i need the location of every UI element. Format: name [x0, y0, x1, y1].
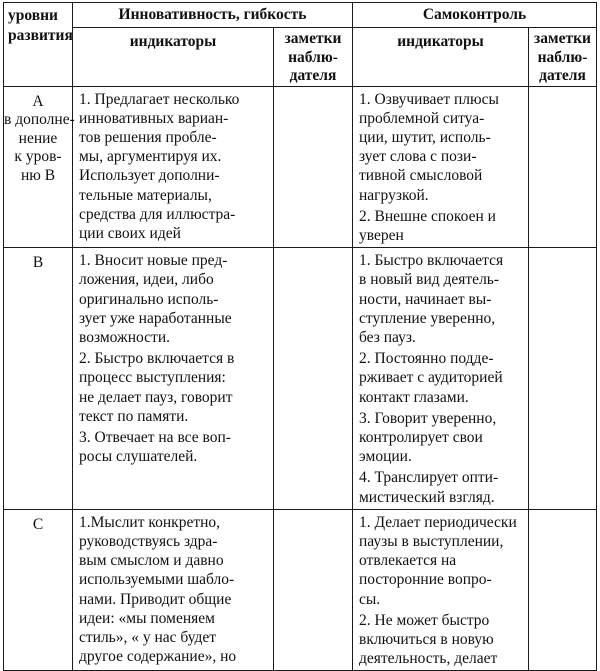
- text-line: включиться в новую: [359, 630, 494, 648]
- indicator-item: [79, 349, 269, 426]
- text-line: тивной смысловой: [359, 167, 483, 185]
- level-line: С: [32, 515, 44, 533]
- level-line: к уров-: [14, 148, 62, 165]
- text-line: руководствуясь здра-: [79, 532, 218, 550]
- observer-notes-cell: [274, 248, 353, 510]
- text-line: эмоции.: [359, 448, 412, 466]
- development-levels-table: [3, 2, 597, 671]
- text-line: оригинально исполь-: [79, 290, 219, 308]
- text-line: уверен: [359, 226, 404, 244]
- levels-header-line: развития: [8, 27, 73, 44]
- text-line: 1. Вносит новые пред-: [79, 252, 228, 270]
- notes-header-line: наблю-: [537, 48, 588, 66]
- indicator-item: [359, 251, 524, 347]
- text-line: ции, шутит, исполь-: [359, 128, 491, 146]
- indicator-item: [359, 611, 524, 669]
- text-line: нами. Приводит общие: [79, 590, 232, 608]
- text-line: отвлекается на: [359, 552, 457, 570]
- text-line: зует слова с пози-: [359, 148, 477, 166]
- indicator-item: [79, 513, 269, 667]
- text-line: тельные материалы,: [79, 186, 212, 204]
- text-line: тов решения пробле-: [79, 128, 217, 146]
- text-line: контролирует свои: [359, 428, 483, 446]
- indicator-item: [79, 251, 269, 347]
- indicator-item: [359, 468, 524, 506]
- text-line: 4. Транслирует опти-: [359, 469, 499, 487]
- indicator-item: [79, 428, 269, 466]
- text-line: деятельность, делает: [359, 650, 498, 668]
- text-line: зует уже наработанные: [79, 309, 232, 327]
- text-line: 1. Делает периодически: [359, 513, 517, 531]
- innovation-notes-header: [274, 28, 353, 87]
- indicator-item: [79, 90, 269, 244]
- text-line: ступление уверенно,: [359, 309, 496, 327]
- indicator-item: [359, 207, 524, 245]
- text-line: не делает пауз, говорит: [79, 388, 233, 406]
- level-line: А: [32, 92, 44, 110]
- observer-notes-cell: [274, 509, 353, 671]
- observer-notes-cell: [529, 86, 597, 248]
- level-cell: [4, 248, 73, 510]
- text-line: процесс выступления:: [79, 369, 226, 387]
- notes-header-line: заметки: [534, 30, 591, 47]
- table-row-level-a: [4, 86, 597, 248]
- text-line: паузы в выступлении,: [359, 532, 504, 550]
- notes-header-line: дателя: [289, 67, 337, 84]
- text-line: мы, аргументируя их.: [79, 148, 222, 166]
- table-row-level-b: [4, 248, 597, 510]
- text-line: контакт глазами.: [359, 388, 469, 406]
- text-line: возможности.: [79, 328, 171, 346]
- selfcontrol-indicators-cell: [353, 509, 529, 671]
- text-line: 2. Не может быстро: [359, 611, 490, 629]
- levels-header: [4, 3, 73, 87]
- text-line: ции своих идей: [79, 224, 181, 242]
- text-line: другое содержание», но: [79, 648, 237, 666]
- observer-notes-cell: [529, 248, 597, 510]
- level-line: В: [32, 254, 44, 272]
- text-line: 3. Отвечает на все воп-: [79, 428, 231, 446]
- innovation-group-header: Инновативность, гибкость: [73, 3, 353, 28]
- text-line: ности, начинает вы-: [359, 290, 492, 308]
- text-line: 1.Мыслит конкретно,: [79, 513, 221, 531]
- text-line: ложения, идеи, либо: [79, 271, 214, 289]
- selfcontrol-indicators-cell: [353, 248, 529, 510]
- selfcontrol-indicators-cell: [353, 86, 529, 248]
- text-line: Использует дополни-: [79, 167, 220, 185]
- text-line: мистический взгляд.: [359, 488, 495, 506]
- text-line: посторонние вопро-: [359, 571, 492, 589]
- text-line: проблемной ситуа-: [359, 109, 485, 127]
- indicator-item: [359, 90, 524, 205]
- observer-notes-cell: [529, 509, 597, 671]
- observer-notes-cell: [274, 86, 353, 248]
- text-line: используемыми шабло-: [79, 571, 235, 589]
- text-line: в новый вид деятель-: [359, 271, 500, 289]
- text-line: без пауз.: [359, 328, 416, 346]
- notes-header-line: заметки: [284, 30, 342, 47]
- text-line: сы.: [359, 590, 381, 608]
- text-line: 1. Предлагает несколько: [79, 90, 240, 108]
- notes-header-line: дателя: [539, 67, 586, 84]
- selfcontrol-indicators-header: индикаторы: [353, 28, 529, 87]
- text-line: 2. Быстро включается в: [79, 350, 235, 368]
- text-line: нагрузкой.: [359, 186, 429, 204]
- level-cell: [4, 86, 73, 248]
- text-line: средства для иллюстра-: [79, 205, 236, 223]
- text-line: росы слушателей.: [79, 448, 198, 466]
- text-line: 3. Говорит уверенно,: [359, 409, 497, 427]
- indicator-item: [359, 513, 524, 609]
- text-line: 2. Внешне спокоен и: [359, 207, 496, 225]
- selfcontrol-group-header: Самоконтроль: [353, 3, 597, 28]
- text-line: текст по памяти.: [79, 407, 189, 425]
- selfcontrol-notes-header: [529, 28, 597, 87]
- text-line: 1. Озвучивает плюсы: [359, 90, 499, 108]
- level-line: ню В: [20, 166, 56, 184]
- levels-header-line: уровни: [8, 7, 58, 24]
- level-line: нение: [18, 129, 58, 147]
- indicator-item: [359, 409, 524, 467]
- text-line: рживает с аудиторией: [359, 369, 503, 387]
- text-line: идеи: «мы поменяем: [79, 609, 215, 627]
- innovation-indicators-cell: [73, 509, 274, 671]
- text-line: 1. Быстро включается: [359, 252, 504, 270]
- innovation-indicators-cell: [73, 86, 274, 248]
- text-line: инновативных вариан-: [79, 109, 229, 127]
- innovation-indicators-cell: [73, 248, 274, 510]
- innovation-indicators-header: индикаторы: [73, 28, 274, 87]
- table-row-level-c: [4, 509, 597, 671]
- notes-header-line: наблю-: [288, 48, 338, 66]
- text-line: стиль», « у нас будет: [79, 628, 217, 646]
- indicator-item: [359, 349, 524, 407]
- text-line: 2. Постоянно подде-: [359, 350, 494, 368]
- level-line: в дополне-: [4, 111, 75, 128]
- level-cell: [4, 509, 73, 671]
- text-line: вым смыслом и давно: [79, 552, 224, 570]
